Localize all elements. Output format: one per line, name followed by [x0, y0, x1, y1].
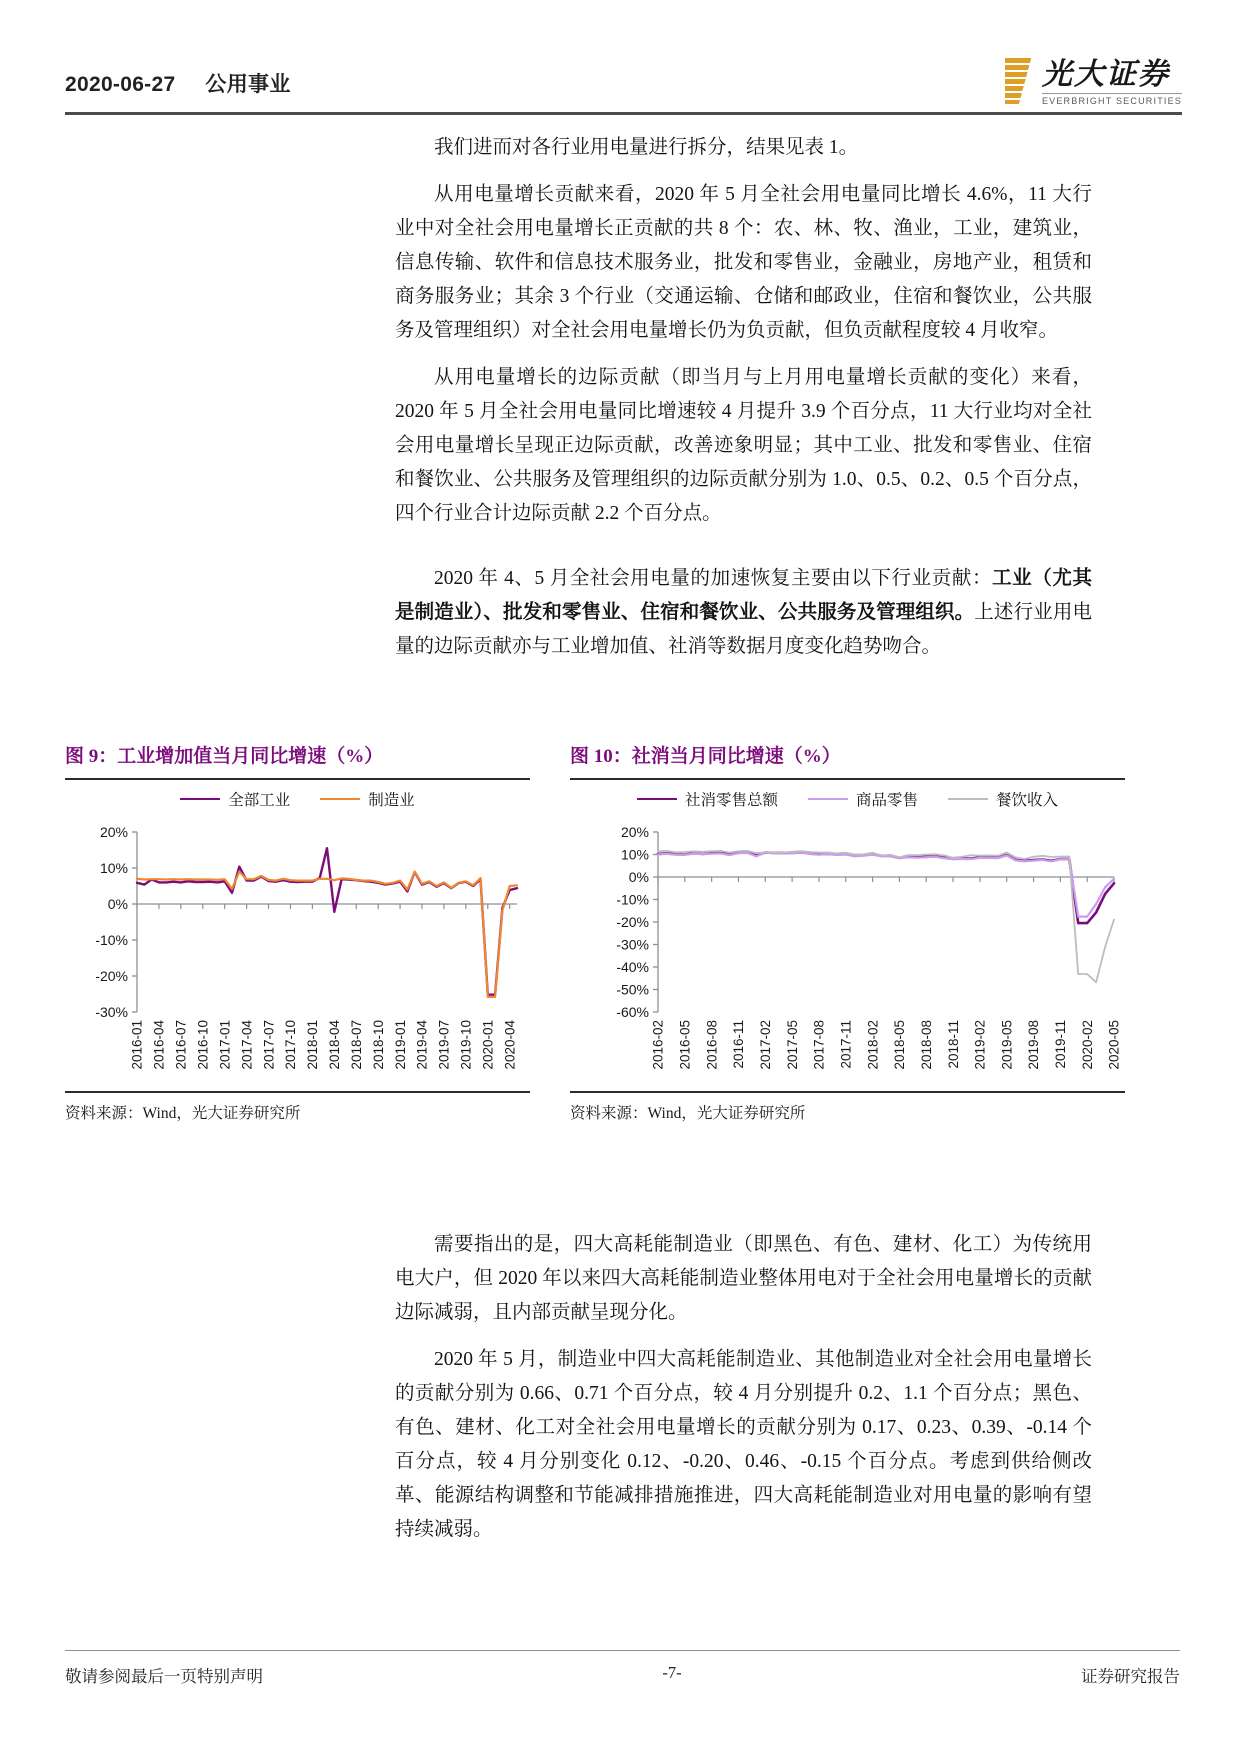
figure-divider: [570, 1091, 1125, 1093]
legend-item: [808, 788, 918, 810]
brand-text: [1042, 58, 1182, 106]
y-tick-label: -10%: [95, 932, 128, 948]
x-tick-label: 2019-04: [414, 1020, 430, 1070]
figure-divider: [570, 778, 1125, 780]
x-tick-label: 2017-08: [811, 1020, 827, 1070]
y-tick-label: -30%: [616, 936, 649, 953]
legend-label: 制造业: [368, 792, 415, 809]
legend-line-swatch: [180, 798, 220, 800]
y-tick-label: 0%: [107, 896, 128, 912]
paragraph: 需要指出的是，四大高耗能制造业（即黑色、有色、建材、化工）为传统用电大户，但 2020 年以来四大高耗能制造业整体用电对于全社会用电量增长的贡献边际减弱，且内部贡献呈现分化。: [395, 1234, 1092, 1323]
figure-title: 图 9：工业增加值当月同比增速（%）: [65, 746, 384, 767]
x-tick-label: 2016-11: [731, 1020, 747, 1069]
series-line-1: [137, 872, 517, 997]
source-note: 资料来源：Wind，光大证券研究所: [570, 1105, 806, 1122]
y-tick-label: -60%: [616, 1004, 649, 1020]
x-tick-label: 2020-04: [502, 1020, 518, 1070]
x-tick-label: 2019-11: [1053, 1020, 1069, 1069]
chart-svg: [65, 814, 530, 1084]
plain-text: 上述行业用电量的边际贡献亦与工业增加值、社消等数据月度变化趋势吻合。: [395, 602, 1092, 657]
x-tick-label: 2017-10: [283, 1020, 299, 1070]
series-line-2: [658, 851, 1114, 982]
footer-report-type: 证券研究报告: [1081, 1667, 1180, 1686]
x-tick-label: 2018-11: [945, 1020, 961, 1069]
x-tick-label: 2017-02: [758, 1020, 774, 1070]
legend-item: [180, 788, 290, 810]
y-tick-label: -40%: [616, 959, 649, 975]
page-number: -7-: [662, 1663, 682, 1682]
x-tick-label: 2016-01: [129, 1020, 145, 1070]
body-text-lower: [395, 1228, 1092, 1560]
bold-text: 工业（尤其是制造业）、批发和零售业、住宿和餐饮业、公共服务及管理组织。: [395, 568, 1092, 623]
x-tick-label: 2020-01: [480, 1020, 496, 1070]
header-divider: [65, 112, 1182, 115]
page-header: [65, 58, 1182, 106]
legend-line-swatch: [808, 798, 848, 800]
footer-divider: [65, 1650, 1180, 1651]
x-tick-label: 2018-08: [918, 1020, 934, 1070]
legend-label: 全部工业: [228, 792, 291, 809]
legend-item: [948, 788, 1058, 810]
legend-item: [320, 788, 415, 810]
x-tick-label: 2019-10: [458, 1020, 474, 1070]
x-tick-label: 2019-07: [436, 1020, 452, 1070]
y-tick-label: -20%: [95, 968, 128, 984]
x-tick-label: 2018-01: [305, 1020, 321, 1070]
x-tick-label: 2017-11: [838, 1020, 854, 1069]
y-tick-label: 20%: [99, 824, 128, 840]
header-meta: [65, 68, 291, 106]
x-tick-label: 2017-05: [784, 1020, 800, 1070]
source-note: 资料来源：Wind，光大证券研究所: [65, 1105, 301, 1122]
brand-name: 光大证券: [1041, 58, 1170, 91]
series-line-1: [658, 853, 1114, 917]
figure-title: 图 10：社消当月同比增速（%）: [570, 746, 841, 767]
x-tick-label: 2016-10: [195, 1020, 211, 1070]
report-date: 2020-06-27: [65, 73, 176, 96]
x-tick-label: 2019-05: [999, 1020, 1015, 1070]
x-tick-label: 2018-05: [892, 1020, 908, 1070]
figure-divider: [65, 1091, 530, 1093]
figure-9: [65, 745, 530, 1123]
x-tick-label: 2020-05: [1106, 1020, 1122, 1070]
x-tick-label: 2017-07: [261, 1020, 277, 1070]
y-tick-label: 10%: [99, 860, 128, 876]
everbright-logo-icon: [1005, 58, 1035, 104]
x-tick-label: 2018-07: [348, 1020, 364, 1070]
figure-divider: [65, 778, 530, 780]
y-tick-label: 0%: [628, 869, 649, 885]
footer-disclaimer: 敬请参阅最后一页特别声明: [65, 1667, 263, 1686]
page-footer: [65, 1663, 1180, 1687]
brand-logo: [1005, 58, 1182, 106]
legend-line-swatch: [948, 798, 988, 800]
paragraph: 从用电量增长贡献来看，2020 年 5 月全社会用电量同比增长 4.6%，11 大行业中对全社会用电量增长正贡献的共 8 个：农、林、牧、渔业，工业，建筑业，信息传输、软件和信息技术服务业，批发和零售业，金融业，房地产业，租赁和商务服务业；其余 3 个行业（交通运输、仓储和邮政业，住宿和餐饮业，公共服务及管理组织）对全社会用电量增长仍为负贡献，但负贡献程度较 4 月收窄。: [395, 184, 1092, 341]
x-tick-label: 2016-07: [173, 1020, 189, 1070]
legend-label: 社消零售总额: [684, 792, 778, 809]
x-tick-label: 2018-10: [370, 1020, 386, 1070]
y-tick-label: -10%: [616, 891, 649, 908]
paragraph: 我们进而对各行业用电量进行拆分，结果见表 1。: [434, 137, 859, 158]
x-tick-label: 2019-08: [1026, 1020, 1042, 1070]
paragraph: 2020 年 5 月，制造业中四大高耗能制造业、其他制造业对全社会用电量增长的贡献分别为 0.66、0.71 个百分点，较 4 月分别提升 0.2、1.1 个百分点；黑色、有色、建材、化工对全社会用电量增长的贡献分别为 0.17、0.23、0.39、-0.14 个百分点，较 4 月分别变化 0.12、-0.20、0.46、-0.15 个百分点。考虑到供给侧改革、能源结构调整和节能减排措施推进，四大高耗能制造业对用电量的影响有望持续减弱。: [395, 1349, 1092, 1540]
y-tick-label: 20%: [620, 824, 649, 840]
brand-subtitle: EVERBRIGHT SECURITIES: [1042, 93, 1182, 106]
paragraph-highlight: [395, 562, 1092, 664]
x-tick-label: 2017-04: [239, 1020, 255, 1070]
x-tick-label: 2019-01: [392, 1020, 408, 1070]
legend-label: 餐饮收入: [996, 792, 1059, 809]
x-tick-label: 2020-02: [1079, 1020, 1095, 1070]
x-tick-label: 2016-05: [677, 1020, 693, 1070]
body-text-upper: [395, 131, 1092, 677]
section-title: 公用事业: [205, 73, 291, 96]
x-tick-label: 2017-01: [217, 1020, 233, 1070]
y-tick-label: 10%: [620, 846, 649, 863]
legend-item: [637, 788, 778, 810]
y-tick-label: -50%: [616, 981, 649, 998]
plain-text: 2020 年 4、5 月全社会用电量的加速恢复主要由以下行业贡献：: [434, 568, 993, 589]
x-tick-label: 2019-02: [972, 1020, 988, 1070]
x-tick-label: 2016-08: [704, 1020, 720, 1070]
x-tick-label: 2018-04: [327, 1020, 343, 1070]
x-tick-label: 2018-02: [865, 1020, 881, 1070]
legend-line-swatch: [637, 798, 677, 800]
paragraph: 从用电量增长的边际贡献（即当月与上月用电量增长贡献的变化）来看，2020 年 5 月全社会用电量同比增速较 4 月提升 3.9 个百分点，11 大行业均对全社会用电量增长呈现正边际贡献，改善迹象明显；其中工业、批发和零售业、住宿和餐饮业、公共服务及管理组织的边际贡献分别为 1.0、0.5、0.2、0.5 个百分点，四个行业合计边际贡献 2.2 个百分点。: [395, 367, 1092, 524]
legend-line-swatch: [320, 798, 360, 800]
figure-10: [570, 745, 1125, 1123]
figures-row: [65, 745, 1125, 1123]
y-tick-label: -20%: [616, 914, 649, 930]
y-tick-label: -30%: [95, 1004, 128, 1020]
series-line-0: [137, 848, 517, 995]
legend-label: 商品零售: [855, 792, 918, 809]
x-tick-label: 2016-04: [151, 1020, 167, 1070]
chart-legend: [65, 788, 530, 810]
chart-svg: [570, 814, 1125, 1084]
series-line-0: [658, 852, 1114, 923]
x-tick-label: 2016-02: [650, 1020, 666, 1070]
chart-legend: [570, 788, 1125, 810]
